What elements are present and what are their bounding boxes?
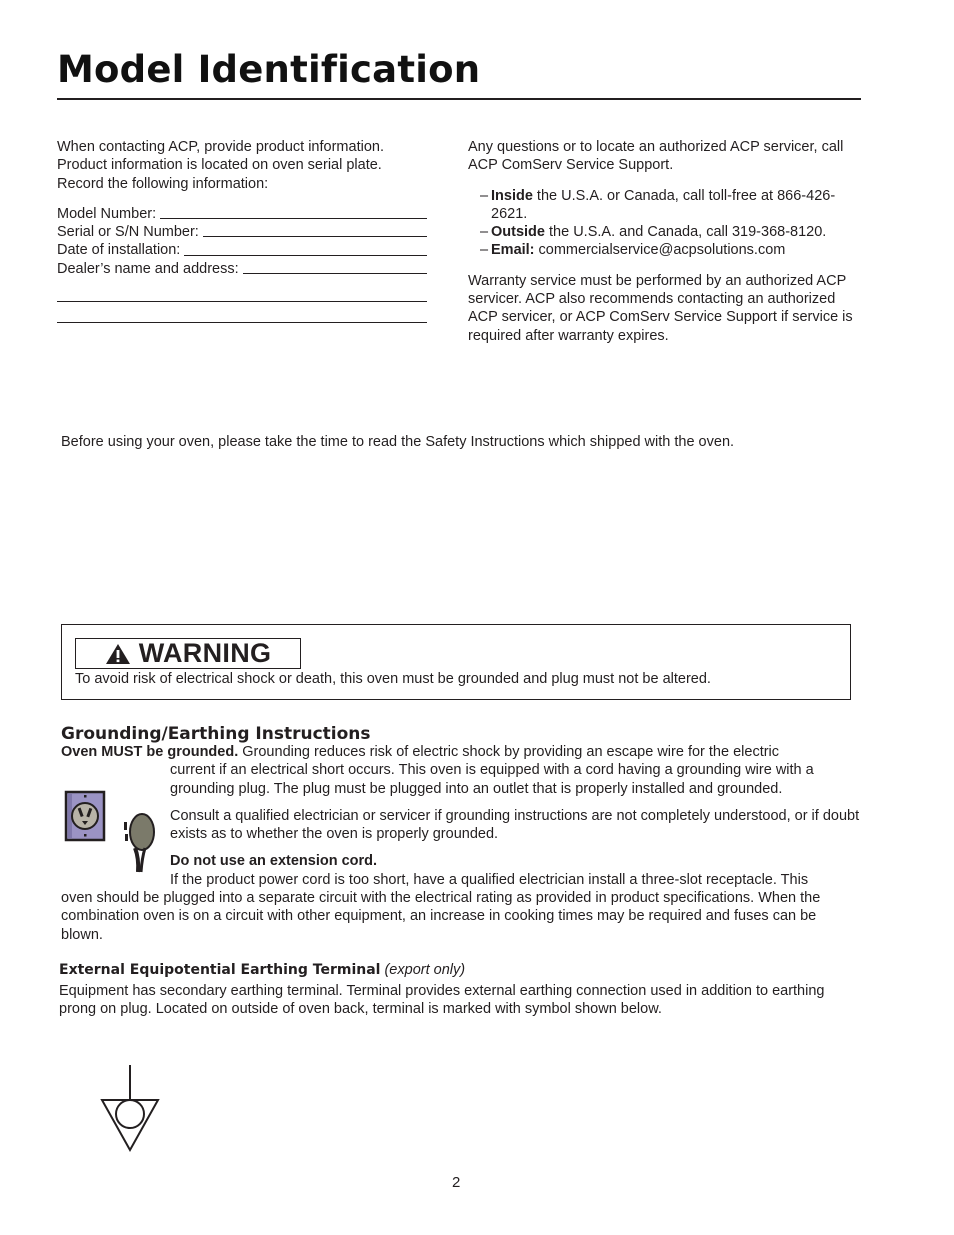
safety-note: Before using your oven, please take the time to read the Safety Instructions which shipped with the oven.: [61, 434, 735, 450]
installation-date-field: Date of installation:: [57, 241, 427, 259]
warranty-text: Warranty service must be performed by an authorized ACP servicer. ACP also recommends contacting an authorized ACP servicer, or ACP ComServ Service Support if service is required after warranty expires.: [468, 272, 853, 344]
grounding-plug-icon: [120, 810, 158, 876]
grounding-lead-cont: current if an electrical short occurs. This oven is equipped with a cord having a grounding wire with a grounding plug. The plug must be plugged into an outlet that is properly installed and grounded.: [170, 762, 814, 797]
contact-outside: – Outside the U.S.A. and Canada, call 319-368-8120.: [480, 224, 827, 241]
address-blank-line: [57, 305, 427, 323]
warning-triangle-icon: [105, 643, 131, 665]
short-cord-text: If the product power cord is too short, have a qualified electrician install a three-slot receptacle. This: [170, 871, 809, 888]
model-number-field: Model Number:: [57, 205, 427, 223]
dealer-address-field: Dealer’s name and address:: [57, 260, 427, 278]
intro-line: When contacting ACP, provide product information.: [57, 139, 384, 155]
intro-line: Record the following information:: [57, 175, 269, 192]
record-info-column: [57, 138, 427, 323]
grounding-heading: Grounding/Earthing Instructions: [61, 724, 371, 744]
page-title: Model Identification: [57, 48, 481, 91]
contact-list: [468, 187, 868, 260]
warning-label-text: WARNING: [138, 638, 272, 668]
contact-inside: – Inside the U.S.A. or Canada, call toll-free at 866-426-2621.: [480, 187, 836, 222]
serial-number-field: Serial or S/N Number:: [57, 223, 427, 241]
support-intro: Any questions or to locate an authorized ACP servicer, call ACP ComServ Service Support.: [468, 139, 844, 174]
equipotential-earth-symbol-icon: [98, 1064, 162, 1154]
grounded-outlet-icon: [64, 790, 106, 844]
no-extension-cord: Do not use an extension cord.: [170, 853, 378, 870]
short-cord-text-cont: oven should be plugged into a separate circuit with the electrical rating as provided in product specifications. When the combination oven is on a circuit with other equipment, an increase in cooking times may be required and fuses can be blown.: [61, 890, 821, 943]
address-blank-line: [57, 284, 427, 302]
earthing-heading: External Equipotential Earthing Terminal (export only): [59, 962, 466, 978]
grounding-lead: Oven MUST be grounded. Grounding reduces risk of electric shock by providing an escape wire for the electric: [61, 744, 780, 760]
earthing-text: Equipment has secondary earthing terminal. Terminal provides external earthing connection used in addition to earthing prong on plug. Located on outside of oven back, terminal is marked with symbol shown below.: [59, 983, 825, 1018]
warning-label: [75, 638, 301, 669]
grounding-consult: Consult a qualified electrician or servicer if grounding instructions are not completely understood, or if doubt exists as to whether the oven is properly grounded.: [170, 807, 860, 843]
title-divider: [57, 98, 861, 100]
grounding-body: [61, 743, 861, 944]
page-number: 2: [452, 1174, 461, 1191]
warning-box: [61, 624, 851, 700]
warning-text: To avoid risk of electrical shock or death, this oven must be grounded and plug must not be altered.: [75, 671, 711, 687]
service-support-column: [468, 138, 868, 345]
intro-line: Product information is located on oven serial plate.: [57, 157, 382, 174]
contact-email: – Email: commercialservice@acpsolutions.com: [480, 242, 786, 259]
